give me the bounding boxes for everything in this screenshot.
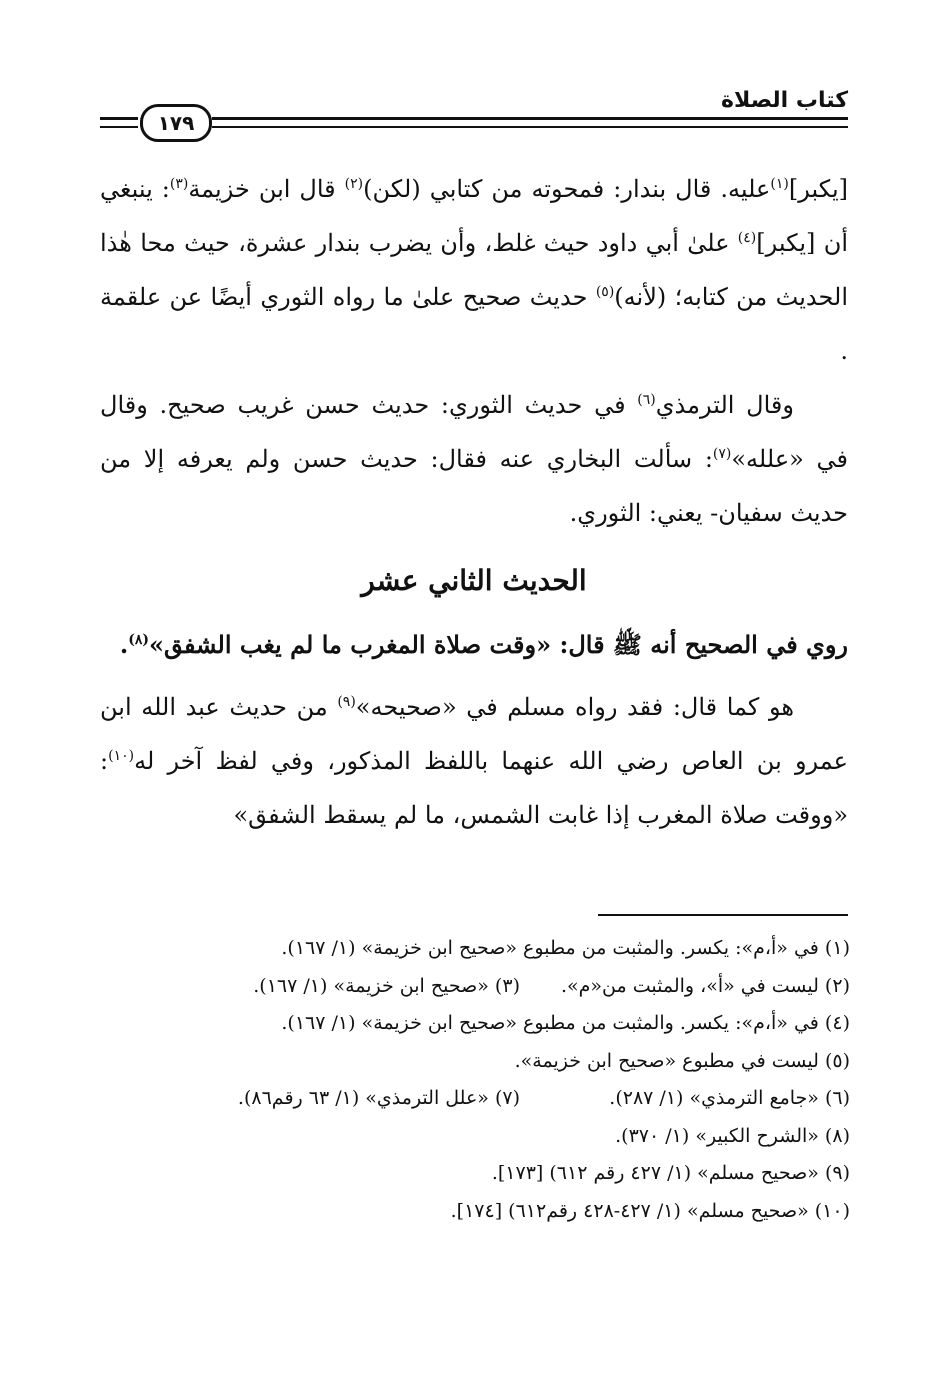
footnote-7: (٧) «علل الترمذي» (١/ ٦٣ رقم٨٦). xyxy=(237,1087,520,1109)
section-heading: الحديث الثاني عشر xyxy=(361,564,587,597)
paragraph-1 xyxy=(100,162,848,378)
footnote-row xyxy=(100,1080,850,1118)
text-span: عليه. قال بندار: فمحوته من كتابي (لكن) xyxy=(363,175,771,203)
text-span: وقال الترمذي xyxy=(655,391,794,419)
footnote-8: (٨) «الشرح الكبير» (١/ ٣٧٠). xyxy=(615,1124,850,1147)
header-rule-bottom xyxy=(212,126,848,128)
footnote-1: (١) في «أ،م»: يكسر. والمثبت من مطبوع «صحيح ابن خزيمة» (١/ ١٦٧). xyxy=(281,937,850,959)
footnote-3: (٣) «صحيح ابن خزيمة» (١/ ١٦٧). xyxy=(253,974,520,997)
paragraph-2 xyxy=(100,378,848,540)
text-span: روي في الصحيح أنه ﷺ قال: «وقت صلاة المغرب ما لم يغب الشفق» xyxy=(148,630,848,659)
footnote-ref: (٧) xyxy=(712,446,732,462)
header-rule-top xyxy=(212,117,848,120)
text-span: : ينبغي أن [يكبر] xyxy=(100,175,848,257)
text-span: : سألت البخاري عنه فقال: حديث حسن ولم يعرفه إلا من حديث سفيان- يعني: الثوري. xyxy=(100,445,848,527)
footnote-4: (٤) في «أ،م»: يكسر. والمثبت من مطبوع «صحيح ابن خزيمة» (١/ ١٦٧). xyxy=(281,1012,850,1034)
text-span: قال ابن خزيمة xyxy=(188,175,345,203)
footnote-ref: (٩) xyxy=(337,694,356,710)
footnote-ref: (٦) xyxy=(637,392,656,408)
footnote-ref: (٥) xyxy=(595,284,615,300)
header-rule-top-left xyxy=(100,117,138,120)
text-span: هو كما قال: فقد رواه مسلم في «صحيحه» xyxy=(355,693,794,721)
text-span: . xyxy=(119,630,129,659)
footnote-9: (٩) «صحيح مسلم» (١/ ٤٢٧ رقم ٦١٢) [١٧٣]. xyxy=(491,1162,850,1184)
footnote-ref: (٤) xyxy=(737,230,757,246)
footnote-row xyxy=(100,968,850,1006)
header-rule-bottom-left xyxy=(100,126,138,128)
footnote-ref: (٣) xyxy=(169,176,189,192)
text-span: من حديث عبد الله ابن عمرو بن العاص رضي الله عنهما باللفظ المذكور، وفي لفظ آخر له xyxy=(100,693,848,775)
footnotes xyxy=(100,930,850,1230)
footnote-5: (٥) ليست في مطبوع «صحيح ابن خزيمة». xyxy=(514,1049,850,1072)
footnote-ref: (٢) xyxy=(344,176,364,192)
main-text xyxy=(100,162,848,842)
text-span: : «ووقت صلاة المغرب إذا غابت الشمس، ما لم يسقط الشفق» xyxy=(100,747,848,829)
paragraph-4 xyxy=(100,680,848,842)
footnote-2: (٢) ليست في «أ»، والمثبت من«م». xyxy=(560,974,850,997)
footnote-6: (٦) «جامع الترمذي» (١/ ٢٨٧). xyxy=(609,1087,850,1109)
footnote-ref: (١) xyxy=(770,176,789,192)
footnote-ref: (٨) xyxy=(128,632,149,648)
page-number: ١٧٩ xyxy=(140,104,212,142)
paragraph-3 xyxy=(100,618,848,672)
footnote-10: (١٠) «صحيح مسلم» (١/ ٤٢٧-٤٢٨ رقم٦١٢) [١٧٤]. xyxy=(450,1199,850,1222)
footnote-ref: (١٠) xyxy=(108,748,135,764)
text-span: حديث صحيح علىٰ ما رواه الثوري أيضًا عن علقمة . xyxy=(100,283,848,365)
chapter-title: كتاب الصلاة xyxy=(721,88,848,113)
text-span: علىٰ أبي داود حيث غلط، وأن يضرب بندار عشرة، حيث محا هٰذا الحديث من كتابه؛ (لأنه) xyxy=(100,229,848,311)
text-span: [يكبر] xyxy=(788,175,849,203)
text-span: في حديث الثوري: حديث حسن غريب صحيح. وقال في «علله» xyxy=(100,391,848,473)
footnote-separator xyxy=(598,914,848,916)
page-header xyxy=(100,88,848,138)
